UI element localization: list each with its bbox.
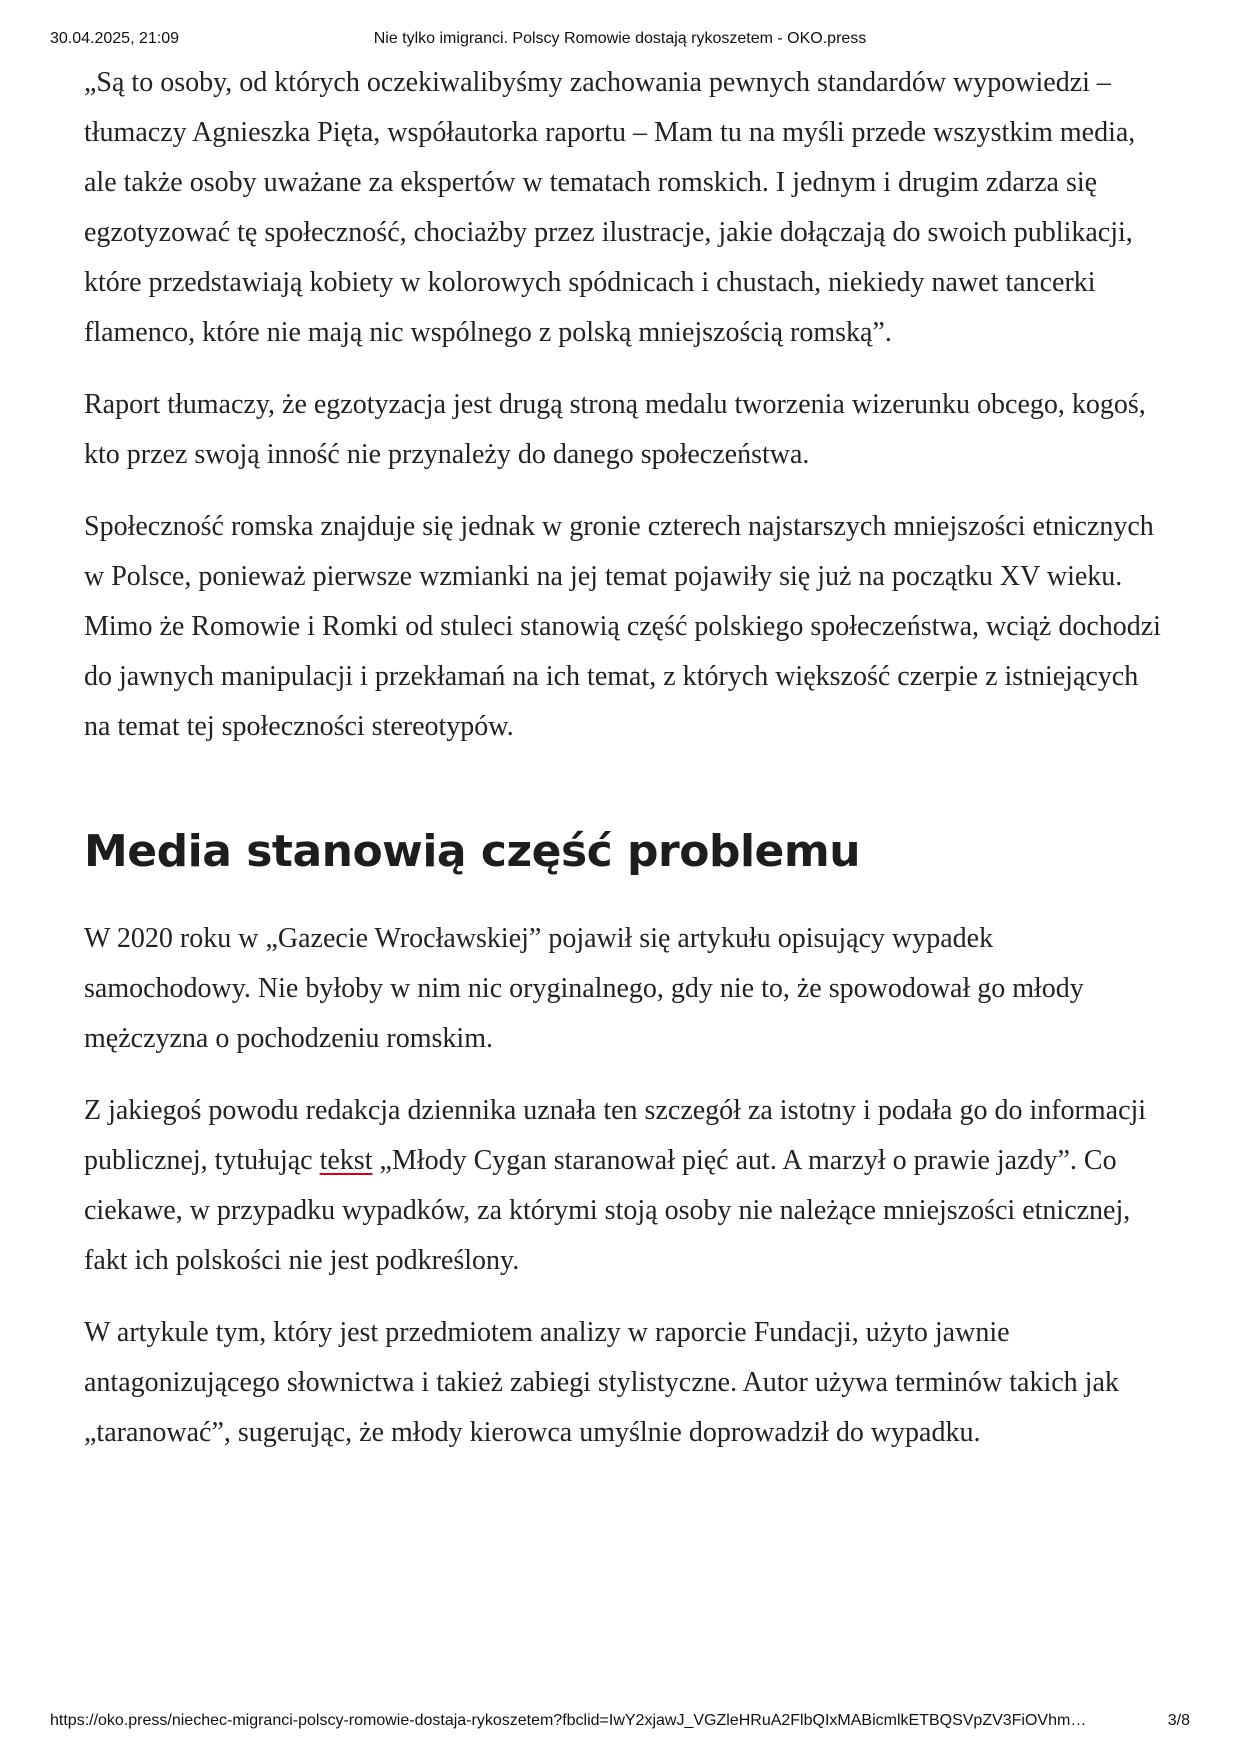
article-paragraph-quote: „Są to osoby, od których oczekiwalibyśmy zachowania pewnych standardów wypowiedzi – tłumaczy Agnieszka Pięta, współautorka raportu – Mam tu na myśli przede wszystkim media, ale także osoby uważane za ekspertów w tematach romskich. I jednym i drugim zdarza się egzotyzować tę społeczność, chociażby przez ilustracje, jakie dołączają do swoich publikacji, które przedstawiają kobiety w kolorowych spódnicach i chustach, niekiedy nawet tancerki flamenco, które nie mają nic wspólnego z polską mniejszością romską”. xyxy=(84,67,1136,348)
article-paragraph-analysis: W artykule tym, który jest przedmiotem analizy w raporcie Fundacji, użyto jawnie antagonizującego słownictwa i takież zabiegi stylistyczne. Autor używa terminów takich jak „taranować”, sugerując, że młody kierowca umyślnie doprowadził do wypadku. xyxy=(84,1317,1119,1448)
print-footer xyxy=(50,1712,1190,1734)
article-paragraph-exoticization: Raport tłumaczy, że egzotyzacja jest drugą stroną medalu tworzenia wizerunku obcego, kogoś, kto przez swoją inność nie przynależy do danego społeczeństwa. xyxy=(84,389,1146,470)
paragraph-text-before-link: Z jakiegoś powodu redakcja dziennika uznała ten szczegół za istotny i podała go do informacji publicznej, tytułując xyxy=(84,1095,1147,1176)
print-page-number: 3/8 xyxy=(1167,1712,1190,1729)
section-heading: Media stanowią część problemu xyxy=(84,826,861,877)
article-paragraph-gazeta-article: W 2020 roku w „Gazecie Wrocławskiej” pojawił się artykułu opisujący wypadek samochodowy. Nie byłoby w nim nic oryginalnego, gdy nie to, że spowodował go młody mężczyzna o pochodzeniu romskim. xyxy=(84,923,1084,1054)
article-text-link[interactable]: tekst xyxy=(319,1145,373,1176)
print-page-title: Nie tylko imigranci. Polscy Romowie dostają rykoszetem - OKO.press xyxy=(373,30,867,47)
article-paragraph-editorial-choice xyxy=(84,1086,1164,1286)
article-body xyxy=(84,58,1164,1480)
print-url: https://oko.press/niechec-migranci-polscy-romowie-dostaja-rykoszetem?fbclid=IwY2xjawJ_VGZleHRuA2FlbQIxMABicmlkETBQSVpZV3FiOVhm… xyxy=(50,1712,1087,1729)
article-paragraph-minority-history: Społeczność romska znajduje się jednak w gronie czterech najstarszych mniejszości etnicznych w Polsce, ponieważ pierwsze wzmianki na jej temat pojawiły się już na początku XV wieku. Mimo że Romowie i Romki od stuleci stanowią część polskiego społeczeństwa, wciąż dochodzi do jawnych manipulacji i przekłamań na ich temat, z których większość czerpie z istniejących na temat tej społeczności stereotypów. xyxy=(84,511,1161,742)
print-datetime: 30.04.2025, 21:09 xyxy=(50,30,180,47)
paragraph-text-after-link: „Młody Cygan staranował pięć aut. A marzył o prawie jazdy”. Co ciekawe, w przypadku wypadków, za którymi stoją osoby nie należące mniejszości etnicznej, fakt ich polskości nie jest podkreślony. xyxy=(84,1145,1131,1276)
print-header xyxy=(50,30,1190,52)
